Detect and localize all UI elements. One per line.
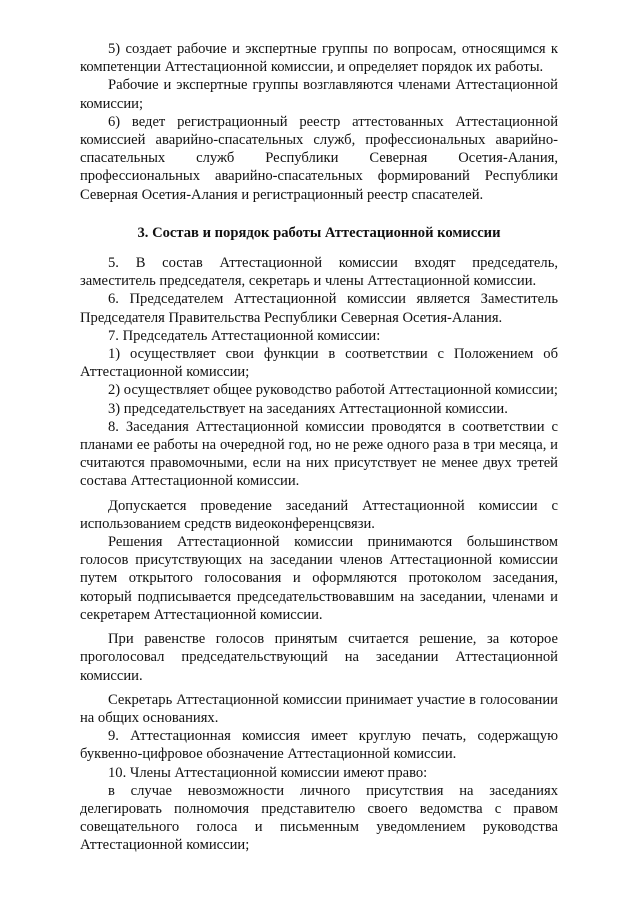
section-title: 3. Состав и порядок работы Аттестационной комиссии bbox=[137, 224, 501, 241]
paragraph: 6. Председателем Аттестационной комиссии является Заместитель Председателя Правительства Республики Северная Осетия-Алания. bbox=[80, 291, 558, 326]
paragraph: 9. Аттестационная комиссия имеет круглую печать, содержащую буквенно-цифровое обозначение Аттестационной комиссии. bbox=[80, 728, 558, 763]
paragraph: 5) создает рабочие и экспертные группы по вопросам, относящимся к компетенции Аттестационной комиссии, и определяет порядок их работы. bbox=[80, 41, 558, 76]
paragraph: 1) осуществляет свои функции в соответствии с Положением об Аттестационной комиссии; bbox=[80, 346, 558, 381]
paragraph: 8. Заседания Аттестационной комиссии проводятся в соответствии с планами ее работы на очередной год, но не реже одного раза в три месяца, и считаются правомочными, если на них присутствует не менее двух третей состава Аттестационной комиссии. bbox=[80, 418, 558, 490]
paragraph: При равенстве голосов принятым считается решение, за которое проголосовал председательствующий на заседании Аттестационной комиссии. bbox=[80, 631, 558, 684]
paragraph: 5. В состав Аттестационной комиссии входят председатель, заместитель председателя, секретарь и члены Аттестационной комиссии. bbox=[80, 255, 558, 290]
paragraph: Рабочие и экспертные группы возглавляются членами Аттестационной комиссии; bbox=[80, 77, 558, 112]
paragraph: 2) осуществляет общее руководство работой Аттестационной комиссии; bbox=[108, 382, 558, 399]
paragraph: в случае невозможности личного присутствия на заседаниях делегировать полномочия представителю своего ведомства с правом совещательного голоса и письменным уведомлением руководства Аттестационной комиссии; bbox=[80, 782, 558, 854]
paragraph: 10. Члены Аттестационной комиссии имеют право: bbox=[108, 764, 428, 781]
paragraph: Секретарь Аттестационной комиссии принимает участие в голосовании на общих основаниях. bbox=[80, 691, 558, 726]
paragraph: 6) ведет регистрационный реестр аттестованных Аттестационной комиссией аварийно-спасательных служб, профессиональных аварийно-спасательных служб Республики Северная Осетия-Алания, профессиональных аварийно-спасательных формирований Республики Северная Осетия-Алания и регистрационный реестр спасателей. bbox=[80, 113, 558, 203]
paragraph: 3) председательствует на заседаниях Аттестационной комиссии. bbox=[108, 400, 508, 417]
paragraph: Допускается проведение заседаний Аттестационной комиссии с использованием средств видеоконференцсвязи. bbox=[80, 497, 558, 532]
paragraph: 7. Председатель Аттестационной комиссии: bbox=[108, 327, 381, 344]
paragraph: Решения Аттестационной комиссии принимаются большинством голосов присутствующих на заседании членов Аттестационной комиссии путем открытого голосования и оформляются протоколом заседания, который подписывается председательствовавшим на заседании, членами и секретарем Аттестационной комиссии. bbox=[80, 534, 558, 623]
document-page bbox=[80, 40, 558, 855]
